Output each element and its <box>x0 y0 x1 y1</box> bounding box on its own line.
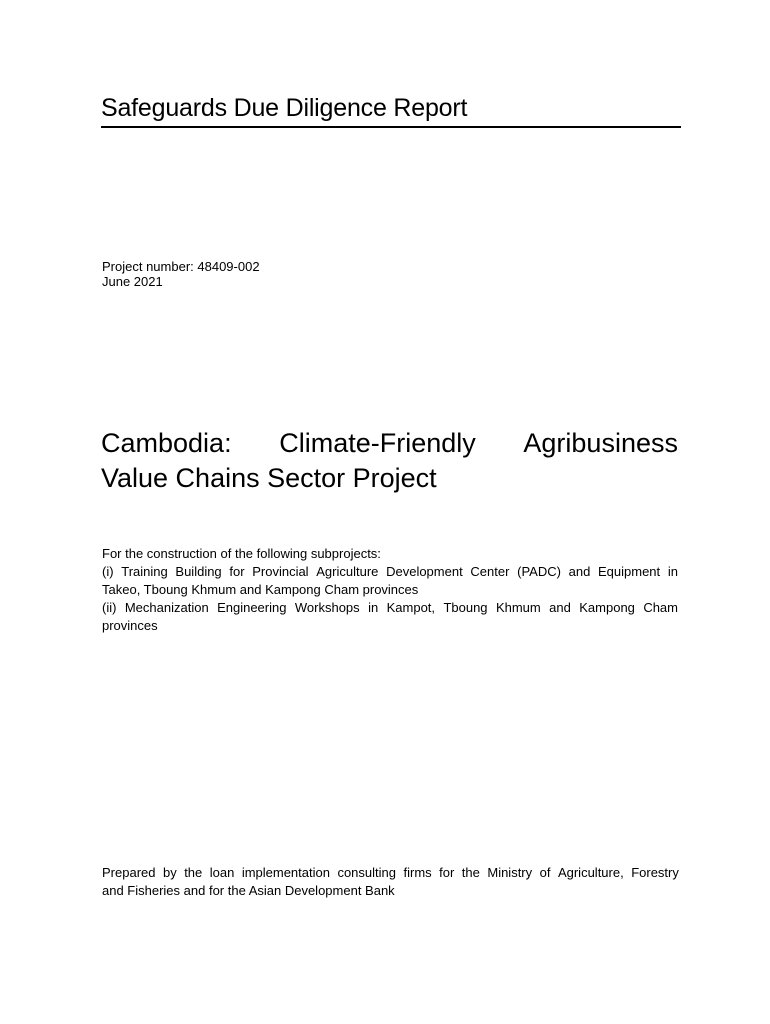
project-title-word: Cambodia: <box>101 428 232 458</box>
justified-word: in <box>667 564 678 579</box>
justified-word: Kampot, <box>386 600 436 615</box>
justified-word: by <box>162 865 177 880</box>
justified-word: (PADC) <box>517 564 561 579</box>
justified-word: and <box>568 564 591 579</box>
prepared-line-1 <box>102 864 679 882</box>
justified-word: Building <box>175 564 222 579</box>
justified-word: Kampong <box>579 600 635 615</box>
subproject-1-line-2: Takeo, Tboung Khmum and Kampong Cham provinces <box>102 582 419 597</box>
justified-word: for <box>439 865 455 880</box>
subprojects-intro: For the construction of the following subprojects: <box>102 546 381 561</box>
justified-word: the <box>461 865 480 880</box>
subproject-1-line-1 <box>102 563 678 581</box>
justified-word: Provincial <box>252 564 309 579</box>
justified-word: Mechanization <box>124 600 209 615</box>
project-title <box>101 426 678 496</box>
subproject-2-line-2: provinces <box>102 618 158 633</box>
justified-word: Prepared <box>102 865 156 880</box>
subprojects-description <box>102 545 678 635</box>
justified-word: Development <box>386 564 463 579</box>
justified-word: implementation <box>241 865 330 880</box>
report-title: Safeguards Due Diligence Report <box>101 94 468 122</box>
justified-word: in <box>368 600 379 615</box>
justified-word: of <box>539 865 551 880</box>
justified-word: Khmum <box>495 600 541 615</box>
justified-word: firms <box>403 865 432 880</box>
justified-word: Engineering <box>217 600 287 615</box>
prepared-line-2: and Fisheries and for the Asian Development Bank <box>102 883 395 898</box>
project-title-line-1 <box>101 426 678 461</box>
justified-word: (i) <box>102 564 114 579</box>
prepared-by-statement <box>102 864 679 900</box>
project-title-line-2: Value Chains Sector Project <box>101 463 437 493</box>
report-date: June 2021 <box>102 274 163 289</box>
justified-word: Ministry <box>487 865 533 880</box>
justified-word: Center <box>470 564 510 579</box>
project-meta <box>102 259 260 289</box>
justified-word: Agriculture <box>316 564 379 579</box>
justified-word: for <box>229 564 245 579</box>
justified-word: and <box>549 600 571 615</box>
justified-word: Tboung <box>443 600 488 615</box>
justified-word: consulting <box>337 865 396 880</box>
justified-word: the <box>184 865 203 880</box>
project-number: Project number: 48409-002 <box>102 259 260 274</box>
justified-word: Training <box>121 564 168 579</box>
subproject-2-line-1 <box>102 599 678 617</box>
justified-word: Equipment <box>598 564 661 579</box>
justified-word: Forestry <box>631 865 679 880</box>
project-title-word: Agribusiness <box>523 428 678 458</box>
justified-word: Agriculture, <box>557 865 624 880</box>
justified-word: Workshops <box>294 600 360 615</box>
justified-word: loan <box>209 865 235 880</box>
title-underline <box>101 126 681 128</box>
project-title-word: Climate-Friendly <box>279 428 476 458</box>
justified-word: Cham <box>643 600 678 615</box>
justified-word: (ii) <box>102 600 117 615</box>
